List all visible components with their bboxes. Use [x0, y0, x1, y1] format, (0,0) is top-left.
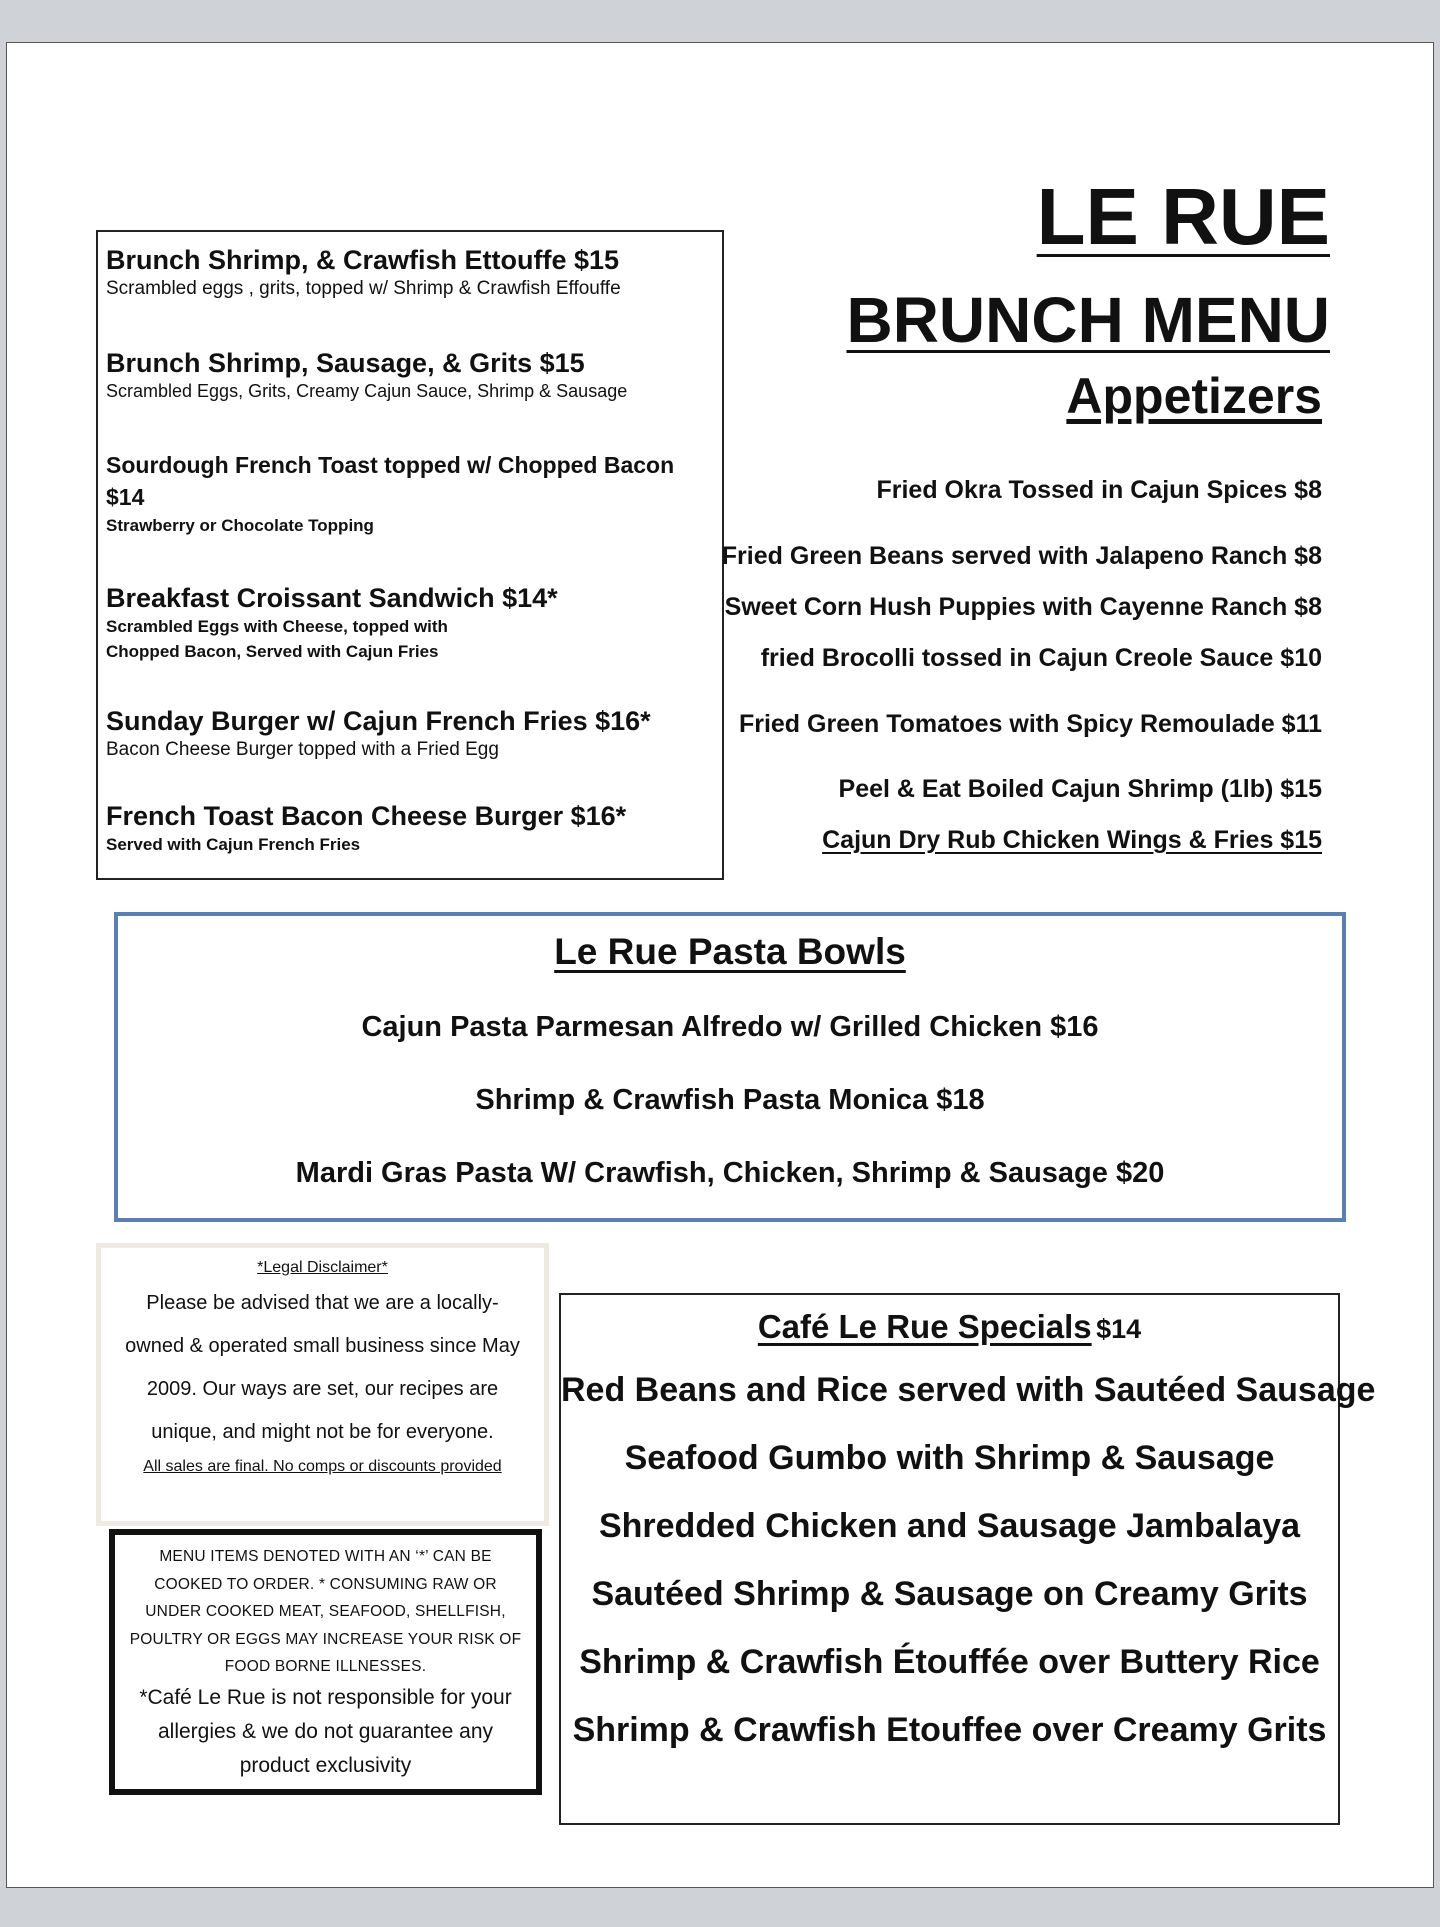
- brunch-items-box: [96, 230, 724, 880]
- notice-line: product exclusivity: [239, 1753, 412, 1777]
- allergy-notice: [125, 1681, 526, 1783]
- special-item: Shredded Chicken and Sausage Jambalaya: [598, 1507, 1301, 1545]
- brunch-item: [106, 705, 714, 762]
- brunch-item: [106, 800, 714, 857]
- brunch-item-desc: Strawberry or Chocolate Topping: [106, 516, 374, 535]
- legal-text: [101, 1282, 544, 1454]
- appetizer-item: Fried Green Tomatoes with Spicy Remoulade $11: [738, 710, 1322, 738]
- brunch-item: [106, 449, 714, 538]
- brunch-item: [106, 244, 714, 301]
- restaurant-name: LE RUE: [1036, 172, 1330, 261]
- legal-disclaimer-box: [96, 1243, 549, 1526]
- cooked-to-order-notice: [125, 1543, 526, 1681]
- menu-page: [6, 42, 1434, 1888]
- brunch-item: [106, 582, 714, 664]
- specials-title: Café Le Rue Specials: [757, 1308, 1092, 1345]
- brunch-item-title: Sourdough French Toast topped w/ Chopped Bacon $14: [106, 452, 675, 510]
- special-item: Sautéed Shrimp & Sausage on Creamy Grits: [591, 1575, 1308, 1613]
- notice-line: *Café Le Rue is not responsible for your: [139, 1685, 512, 1709]
- menu-title: BRUNCH MENU: [846, 284, 1330, 356]
- brunch-item-title: Brunch Shrimp, Sausage, & Grits $15: [106, 348, 585, 378]
- legal-line: owned & operated small business since May: [125, 1335, 520, 1357]
- brunch-item-desc: Scrambled Eggs, Grits, Creamy Cajun Sauce, Shrimp & Sausage: [106, 381, 628, 401]
- special-item: Shrimp & Crawfish Étouffée over Buttery Rice: [579, 1643, 1320, 1681]
- specials-price: $14: [1096, 1314, 1142, 1344]
- appetizer-item: Fried Green Beans served with Jalapeno Ranch $8: [721, 542, 1322, 570]
- notice-line: allergies & we do not guarantee any: [157, 1719, 494, 1743]
- legal-line: unique, and might not be for everyone.: [151, 1421, 494, 1443]
- pasta-bowls-box: [114, 912, 1346, 1222]
- pasta-item: Cajun Pasta Parmesan Alfredo w/ Grilled Chicken $16: [361, 1011, 1099, 1043]
- brunch-item-desc: Chopped Bacon, Served with Cajun Fries: [106, 642, 439, 661]
- legal-line: 2009. Our ways are set, our recipes are: [146, 1378, 499, 1400]
- allergy-notice-box: [109, 1529, 542, 1795]
- legal-heading: *Legal Disclaimer*: [257, 1259, 388, 1276]
- notice-line: POULTRY OR EGGS MAY INCREASE YOUR RISK OF: [129, 1630, 522, 1648]
- pasta-item: Mardi Gras Pasta W/ Crawfish, Chicken, Shrimp & Sausage $20: [295, 1157, 1165, 1189]
- notice-line: MENU ITEMS DENOTED WITH AN ‘*’ CAN BE: [159, 1548, 492, 1565]
- brunch-item-desc: Bacon Cheese Burger topped with a Fried Egg: [106, 739, 499, 760]
- notice-line: UNDER COOKED MEAT, SEAFOOD, SHELLFISH,: [145, 1603, 506, 1620]
- notice-line: FOOD BORNE ILLNESSES.: [224, 1658, 427, 1675]
- brunch-item-desc: Scrambled eggs , grits, topped w/ Shrimp & Crawfish Effouffe: [106, 278, 621, 299]
- special-item: Shrimp & Crawfish Etouffee over Creamy Grits: [572, 1711, 1327, 1749]
- menu-title-block: [846, 169, 1330, 427]
- appetizer-item: Fried Okra Tossed in Cajun Spices $8: [876, 476, 1322, 504]
- appetizers-heading: Appetizers: [1066, 368, 1322, 424]
- brunch-item-title: French Toast Bacon Cheese Burger $16*: [106, 801, 627, 831]
- legal-line: Please be advised that we are a locally-: [146, 1292, 499, 1314]
- appetizer-item: Peel & Eat Boiled Cajun Shrimp (1lb) $15: [838, 775, 1322, 803]
- pasta-heading: Le Rue Pasta Bowls: [554, 931, 906, 972]
- appetizer-item: fried Brocolli tossed in Cajun Creole Sauce $10: [760, 644, 1322, 672]
- specials-heading: [561, 1305, 1338, 1356]
- notice-line: COOKED TO ORDER. * CONSUMING RAW OR: [154, 1575, 497, 1593]
- legal-footer: All sales are final. No comps or discounts provided: [143, 1458, 502, 1475]
- special-item: Seafood Gumbo with Shrimp & Sausage: [624, 1439, 1275, 1477]
- specials-box: [559, 1293, 1376, 1825]
- brunch-item-desc: Scrambled Eggs with Cheese, topped with: [106, 617, 448, 636]
- brunch-item: [106, 347, 714, 404]
- appetizer-item: Cajun Dry Rub Chicken Wings & Fries $15: [822, 826, 1322, 854]
- appetizer-item: Sweet Corn Hush Puppies with Cayenne Ranch $8: [724, 593, 1322, 621]
- brunch-item-desc: Served with Cajun French Fries: [106, 835, 361, 854]
- brunch-item-title: Breakfast Croissant Sandwich $14*: [106, 583, 558, 613]
- pasta-item: Shrimp & Crawfish Pasta Monica $18: [475, 1084, 985, 1116]
- brunch-item-title: Brunch Shrimp, & Crawfish Ettouffe $15: [106, 245, 620, 275]
- special-item: Red Beans and Rice served with Sautéed Sausage: [561, 1371, 1376, 1409]
- brunch-item-title: Sunday Burger w/ Cajun French Fries $16*: [106, 706, 651, 736]
